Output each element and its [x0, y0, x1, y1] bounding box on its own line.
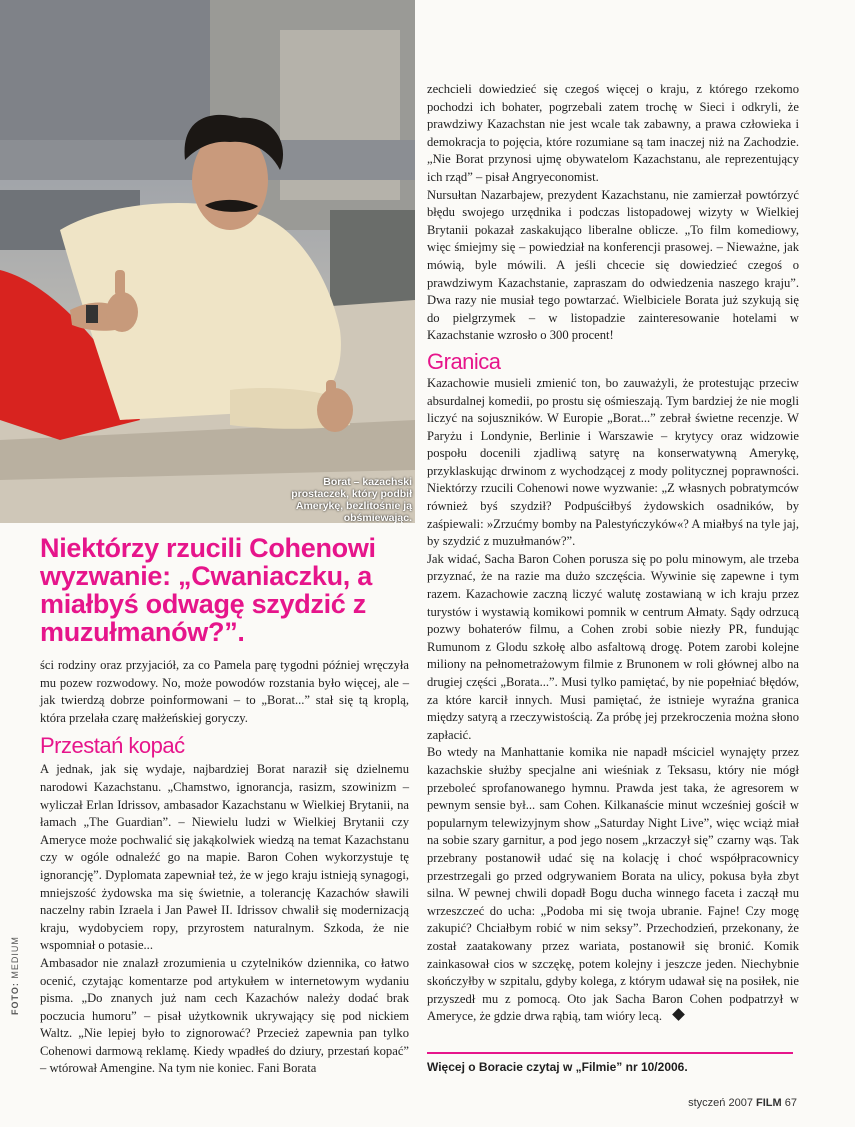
right-paragraph-1: zechcieli dowiedzieć się czegoś więcej o kraju, z którego rzekomo pochodzi ich bohater, pogrzebali zatem trochę w Sieci i odkryli, że prawdziwy Kazachstan nie jest wcale tak zabawny, a prawa człowieka i demokracja to pojęcia, które rozumiane są tam inaczej niż na Zachodzie. „Nie Borat przynosi ujmę obywatelom Kazachstanu, ale reprezentujący ich rząd” – pisał Angryeconomist.: [427, 82, 799, 184]
folio-issue: styczeń 2007: [688, 1097, 753, 1109]
right-paragraph-3: Kazachowie musieli zmienić ton, bo zauważyli, że protestując przeciw absurdalnej komedii, po prostu się ośmieszają. Tym bardziej że nie mogli liczyć na sojuszników. W Europie „Borat...” zebrał świetne recenzje. W Paryżu i Londynie, Berlinie i Warszawie – krytycy oraz widzowie pospołu docenili zjadliwą satyrę na konserwatywną Amerykę, przyklaskując drwinom z wychodzącej z mody politycznej poprawności. Niektórzy rzucili Cohenowi nowe wyzwanie: „Z własnych pobratymców również byś szydził? Podpuściłbyś żydowskich osadników, by zaśpiewali: »Zrzućmy bomby na Palestyńczyków«? A miałbyś na tyle jaj, by szydzić z muzułmanów?”.: [427, 375, 799, 549]
right-paragraph-5: [427, 744, 799, 1026]
left-paragraph-2: Ambasador nie znalazł zrozumienia u czytelników dziennika, co łatwo ocenić, czytając komentarze pod artykułem w internetowym wydaniu pisma. „Do znanych już nam cech Kazachów należy dodać brak poczucia humoru” – pisał użytkownik ukrywający się pod nickiem Waltz. „Nie lepiej było to zignorować? Przecież zapewnia pan tylko Cohenowi darmową reklamę. Kiedy wpadłeś do dziury, przestań kopać” – wtórował Amengine. Na tym nie koniec. Fani Borata: [40, 955, 409, 1076]
pull-quote: Niektórzy rzucili Cohenowi wyzwanie: „Cwaniaczku, a miałbyś odwagę szydzić z muzułmanów?”.: [40, 533, 376, 647]
right-paragraph-2: Nursułtan Nazarbajew, prezydent Kazachstanu, nie zamierzał powtórzyć błędu swojego urzędnika i podczas listopadowej wizyty w Wielkiej Brytanii pokazał zaskakująco liberalne oblicze. „To film komediowy, więc śmiejmy się – powiedział na konferencji prasowej. – Nieważne, jak mówią, byle mówili. A jeśli chcecie się dowiedzieć czegoś o prawdziwym Kazachstanie, zapraszam do odwiedzenia naszego kraju”. Dwa razy nie musiał tego powtarzać. Wielbiciele Borata już szykują się do pielgrzymek – w listopadzie zainteresowanie hotelami w Kazachstanie wzrosło o 300 procent!: [427, 187, 799, 343]
section-heading-przestan-kopac: Przestań kopać: [40, 733, 185, 759]
photo-credit-source: MEDIUM: [10, 936, 20, 979]
left-paragraph-1: A jednak, jak się wydaje, najbardziej Borat naraził się dzielnemu narodowi Kazachstanu. „Chamstwo, ignorancja, rasizm, szowinizm – wyliczał Erlan Idrissov, ambasador Kazachstanu w Wielkiej Brytanii, na łamach „The Guardian”. – Niewielu ludzi w Wielkiej Brytanii czy Ameryce może pochwalić się jakąkolwiek wiedzą na temat Kazachstanu czy w ogóle odnaleźć go na mapie. Baron Cohen wykorzystuje tę ignorancję”. Dyplomata zapewniał też, że w jego kraju istnieją synagogi, mniejszość żydowska ma się świetnie, a tolerancję Kazachów sławili naczelny rabin Izraela i Jan Paweł II. Idrissov chwalił się modernizacją kraju, wydobyciem ropy, przyrostem naturalnym. Szkoda, że nie wspomniał o potasie...: [40, 762, 409, 953]
folio-page-number: 67: [784, 1097, 797, 1109]
photo-caption: Borat – kazachski prostaczek, który podbił Amerykę, bezlitośnie ją obśmiewając.: [291, 476, 412, 523]
page-folio: [688, 1097, 797, 1109]
end-mark-icon: [672, 1008, 685, 1021]
left-column: [40, 657, 409, 1078]
article-photo: [0, 0, 415, 523]
footer-divider: [427, 1052, 793, 1054]
section-heading-granica: Granica: [427, 348, 501, 374]
right-paragraph-4: Jak widać, Sacha Baron Cohen porusza się po polu minowym, ale trzeba przyznać, że na razie ma dużo szczęścia. Wywinie się zapewne i tym razem. Kazachowie zaczną liczyć walutę zostawianą w ich kraju przez turystów i wystawią komikowi pomnik w centrum Ałmaty. Sądy odrzucą pozwy bohaterów filmu, a Cohen zrobi sobie niezły PR, fundując Rumunom z Glodu szkołę albo asfaltową drogę. Potem zarobi kolejne miliony na pełnometrażowym filmie z Brunonem w roli głównej albo na drugiej części „Borata...”. Musi tylko pamiętać, by nie popełniać błędów, za które karcił innych. Musi pamiętać, że istnieje wyraźna granica między satyrą a rzeczywistością. Za próbę jej przekroczenia można słono zapłacić.: [427, 551, 799, 742]
photo-credit-label: FOTO:: [10, 982, 20, 1015]
right-column: [427, 81, 799, 1026]
right-paragraph-5-text: Bo wtedy na Manhattanie komika nie napadł mściciel wynajęty przez kazachskie służby specjalne ani wieśniak z Teksasu, który nie mógł przeboleć sprofanowanego hymnu. Prawda jest taka, że agresorem w pewnym sensie był... sam Cohen. Kilkanaście minut wcześniej gościł w popularnym telewizyjnym show „Saturday Night Live”, więc wciąż miał na sobie szary garnitur, a pod jego nosem „krzaczył się” czarny wąs. Tak przebrany postanowił udać się na kolację i choć współpracownicy przestrzegali go przed odgrywaniem Borata na ulicy, pokusa była zbyt silna. W pewnej chwili dopadł Bogu ducha winnego faceta i zaczął mu wrzeszczeć do ucha: „Podoba mi się twoja ubranie. Fajne! Czy mogę zakupić? Chciałbym robić w nim seksy”. Przechodzień, przekonany, że został zaatakowany przez wariata, postanowił się bronić. Komik zainkasował cios w szczękę, potem kolejny i jeszcze jeden. Niechybnie skończyłby w szpitalu, gdyby kolega, z którym udawał się na posiłek, nie przyszedł mu z pomocą. Oto jak Sacha Baron Cohen podpatrzył w Ameryce, że gdzie drwa rąbią, tam wióry lecą.: [427, 745, 799, 1024]
photo-credit: [10, 936, 20, 1015]
see-more-note: Więcej o Boracie czytaj w „Filmie” nr 10/2006.: [427, 1060, 688, 1074]
folio-magazine: FILM: [756, 1097, 782, 1109]
photo-illustration: [0, 0, 415, 523]
left-intro-paragraph: ści rodziny oraz przyjaciół, za co Pamela parę tygodni później wręczyła mu pozew rozwodowy. No, może powodów rozstania było więcej, ale – jak twierdzą dobrze poinformowani – to „Borat...” stał się tą kroplą, która przelała czarę małżeńskiej goryczy.: [40, 658, 409, 725]
